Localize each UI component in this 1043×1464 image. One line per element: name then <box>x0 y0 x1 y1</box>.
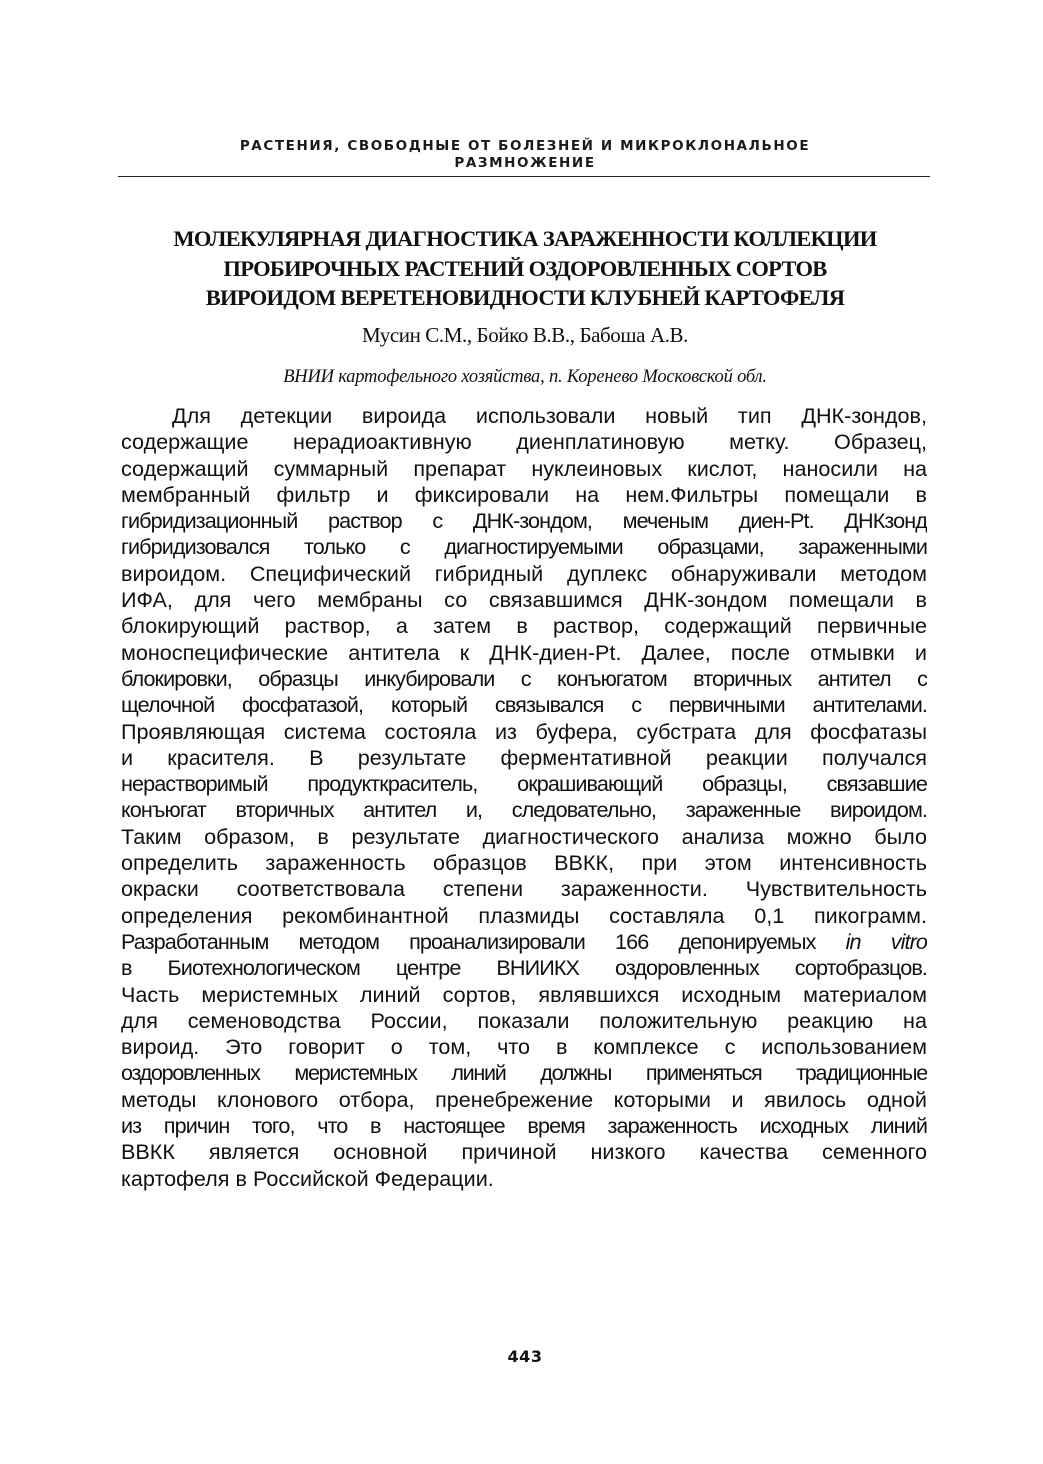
page-number: 443 <box>507 1347 543 1366</box>
title-line: МОЛЕКУЛЯРНАЯ ДИАГНОСТИКА ЗАРАЖЕННОСТИ КОЛЛЕКЦИИ <box>173 226 877 251</box>
running-head <box>120 138 930 172</box>
article-authors: Мусин С.М., Бойко В.В., Бабоша А.В. <box>361 323 689 347</box>
body-line: определить зараженность образцов ВВКК, при этом интенсивность <box>121 850 927 876</box>
body-line <box>121 929 927 955</box>
body-line: Таким образом, в результате диагностического анализа можно было <box>121 823 927 849</box>
body-line: содержащие нерадиоактивную диенплатиновую метку. Образец, <box>121 429 927 455</box>
body-line: содержащий суммарный препарат нуклеиновых кислот, наносили на <box>121 455 927 481</box>
body-line: оздоровленных меристемных линий должны применяться традиционные <box>121 1060 927 1086</box>
body-line: ВВКК является основной причиной низкого качества семенного <box>121 1139 927 1165</box>
body-line: конъюгат вторичных антител и, следовательно, зараженные вироидом. <box>121 797 927 823</box>
body-line: из причин того, что в настоящее время зараженность исходных линий <box>121 1113 927 1139</box>
body-line: Для детекции вироида использовали новый тип ДНК-зондов, <box>172 403 927 428</box>
article-body <box>121 403 927 1192</box>
body-line: вироидом. Специфический гибридный дуплекс обнаруживали методом <box>121 560 927 586</box>
header-rule <box>118 176 930 177</box>
body-line: нерастворимый продукткраситель, окрашивающий образцы, связавшие <box>121 771 927 797</box>
article-affiliation: ВНИИ картофельного хозяйства, п. Коренево Московской обл. <box>283 367 767 387</box>
body-line: вироид. Это говорит о том, что в комплексе с использованием <box>121 1034 927 1060</box>
body-line: щелочной фосфатазой, который связывался с первичными антителами. <box>121 692 927 718</box>
body-line: гибридизовался только с диагностируемыми образцами, зараженными <box>121 534 927 560</box>
body-line: окраски соответствовала степени зараженности. Чувствительность <box>121 876 927 902</box>
body-line: Проявляющая система состояла из буфера, субстрата для фосфатазы <box>121 718 927 744</box>
article-title <box>110 224 940 313</box>
body-line: блокирующий раствор, а затем в раствор, содержащий первичные <box>121 613 927 639</box>
body-line: Часть меристемных линий сортов, являвшихся исходным материалом <box>121 981 927 1007</box>
body-line: для семеноводства России, показали положительную реакцию на <box>121 1007 927 1033</box>
body-line: определения рекомбинантной плазмиды составляла 0,1 пикограмм. <box>121 902 927 928</box>
body-line: гибридизационный раствор с ДНК-зондом, меченым диен-Pt. ДНКзонд <box>121 508 927 534</box>
title-line: ПРОБИРОЧНЫХ РАСТЕНИЙ ОЗДОРОВЛЕННЫХ СОРТОВ <box>223 255 827 281</box>
body-line: и красителя. В результате ферментативной реакции получался <box>121 744 927 770</box>
body-line: мембранный фильтр и фиксировали на нем.Фильтры помещали в <box>121 481 927 507</box>
body-line: моноспецифические антитела к ДНК-диен-Pt. Далее, после отмывки и <box>121 639 927 665</box>
body-line: ИФА, для чего мембраны со связавшимся ДНК-зондом помещали в <box>121 587 927 613</box>
body-line: в Биотехнологическом центре ВНИИКХ оздоровленных сортобразцов. <box>121 955 927 981</box>
title-line: ВИРОИДОМ ВЕРЕТЕНОВИДНОСТИ КЛУБНЕЙ КАРТОФЕЛЯ <box>205 285 845 310</box>
body-line: блокировки, образцы инкубировали с конъюгатом вторичных антител с <box>121 665 927 691</box>
body-line-text: Разработанным методом проанализировали 166 депонируемых <box>121 928 816 954</box>
body-line: методы клонового отбора, пренебрежение которыми и явилось одной <box>121 1086 927 1112</box>
running-head-line: РАСТЕНИЯ, СВОБОДНЫЕ ОТ БОЛЕЗНЕЙ И МИКРОКЛОНАЛЬНОЕ <box>239 138 811 154</box>
in-vitro-term: in vitro <box>845 928 927 954</box>
running-head-line: РАЗМНОЖЕНИЕ <box>454 155 596 171</box>
body-line: картофеля в Российской Федерации. <box>121 1165 494 1191</box>
